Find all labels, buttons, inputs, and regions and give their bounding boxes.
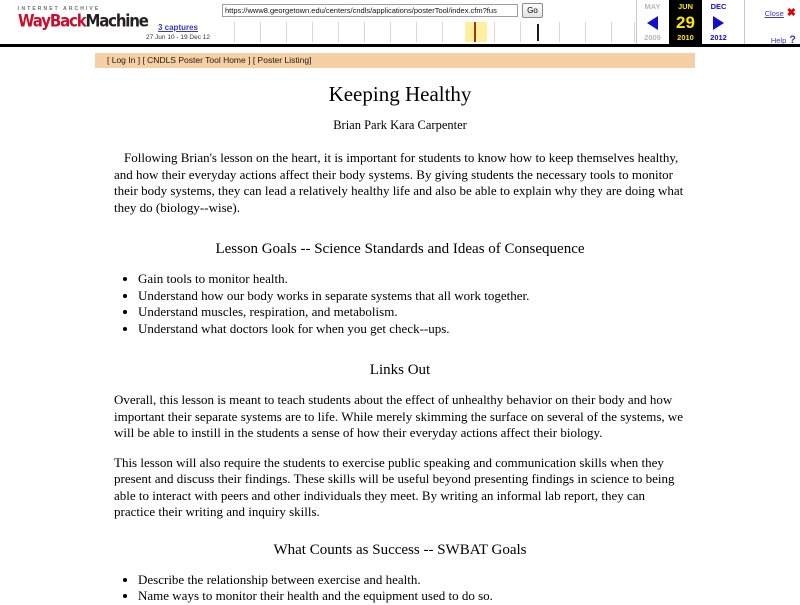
help-icon[interactable]: ? bbox=[789, 34, 796, 46]
page-title: Keeping Healthy bbox=[328, 82, 472, 106]
site-nav-bar[interactable] bbox=[95, 53, 695, 68]
links-out-paragraph-1: Overall, this lesson is meant to teach students about the effect of unhealthy behavior on their body and how important their separate systems are to life. While merely skimming the surface on several of the systems, we will be able to instill in the students a sense of how their everyday actions affect their biology. bbox=[114, 392, 684, 440]
list-item: • Understand muscles, respiration, and metabolism. bbox=[138, 304, 686, 321]
poster-document bbox=[0, 68, 800, 605]
current-capture-column bbox=[669, 0, 702, 44]
poster-authors: Brian Park Kara Carpenter bbox=[333, 118, 467, 132]
close-icon[interactable]: ✖ bbox=[786, 7, 796, 19]
current-month-label: JUN bbox=[677, 2, 693, 11]
site-nav-links[interactable]: [ Log In ] [ CNDLS Poster Tool Home ] [ Poster Listing] bbox=[107, 55, 312, 65]
internet-archive-label: INTERNET ARCHIVE bbox=[18, 6, 101, 12]
toolbar-corner-actions bbox=[744, 0, 796, 44]
wayback-wordmark-way: WayBack bbox=[18, 10, 86, 31]
next-capture-column[interactable] bbox=[702, 0, 735, 44]
lesson-goals-list bbox=[114, 271, 686, 337]
list-item: • Gain tools to monitor health. bbox=[138, 271, 686, 288]
list-item: • Name ways to monitor their health and the equipment used to do so. bbox=[138, 588, 686, 605]
next-year-label: 2012 bbox=[710, 33, 727, 42]
url-bar bbox=[222, 4, 552, 19]
section-heading-lesson-goals: Lesson Goals -- Science Standards and Ideas of Consequence bbox=[215, 241, 585, 257]
url-input[interactable]: https://www8.georgetown.edu/centers/cndls/applications/posterTool/index.cfm?fus bbox=[222, 4, 518, 17]
current-day-label: 29 bbox=[676, 13, 695, 32]
go-button[interactable]: Go bbox=[522, 3, 543, 18]
previous-capture-arrow-icon[interactable] bbox=[647, 16, 658, 30]
previous-capture-column[interactable] bbox=[636, 0, 669, 44]
next-month-label: DEC bbox=[710, 2, 727, 11]
section-heading-links-out: Links Out bbox=[369, 362, 431, 378]
wayback-toolbar bbox=[0, 0, 800, 47]
next-capture-arrow-icon[interactable] bbox=[713, 16, 724, 30]
close-label[interactable]: Close bbox=[764, 9, 784, 18]
list-item: • Understand how our body works in separate systems that all work together. bbox=[138, 288, 686, 305]
previous-year-label: 2009 bbox=[644, 33, 661, 42]
intro-paragraph: Following Brian's lesson on the heart, it is important for students to know how to keep themselves healthy, and how their everyday actions affect their body systems. By giving students the necessary tools to monitor their body systems, they can lead a relatively healthy life and also be able to explain why they are doing what they do (biology--wise). bbox=[114, 150, 684, 215]
links-out-paragraph-2: This lesson will also require the students to exercise public speaking and communication skills when they present and discuss their findings. These skills will be useful beyond presenting findings in science to being able to interact with peers and other individuals they meet. By writing an informal lab report, they can practice their writing and inquiry skills. bbox=[114, 454, 675, 519]
timeline-year-highlight bbox=[465, 22, 487, 42]
captures-count-link[interactable]: 3 captures bbox=[157, 23, 199, 32]
help-button[interactable] bbox=[771, 30, 796, 47]
close-toolbar-button[interactable] bbox=[765, 3, 796, 21]
list-item: • Describe the relationship between exercise and health. bbox=[138, 572, 686, 589]
captures-summary bbox=[128, 23, 228, 42]
section-heading-success: What Counts as Success -- SWBAT Goals bbox=[273, 541, 527, 558]
timeline-capture-mark[interactable] bbox=[537, 24, 539, 41]
list-item: • Understand what doctors look for when you get check--ups. bbox=[138, 321, 686, 338]
timeline-capture-mark[interactable] bbox=[474, 22, 476, 42]
help-label[interactable]: Help bbox=[770, 36, 787, 45]
date-navigator bbox=[636, 0, 744, 44]
wayback-wordmark-machine: Machine bbox=[85, 10, 148, 31]
capture-timeline[interactable] bbox=[222, 22, 638, 44]
current-year-label: 2010 bbox=[677, 33, 694, 42]
captures-date-range: 27 Jun 10 - 19 Dec 12 bbox=[146, 34, 210, 41]
previous-month-label: MAY bbox=[644, 2, 661, 11]
